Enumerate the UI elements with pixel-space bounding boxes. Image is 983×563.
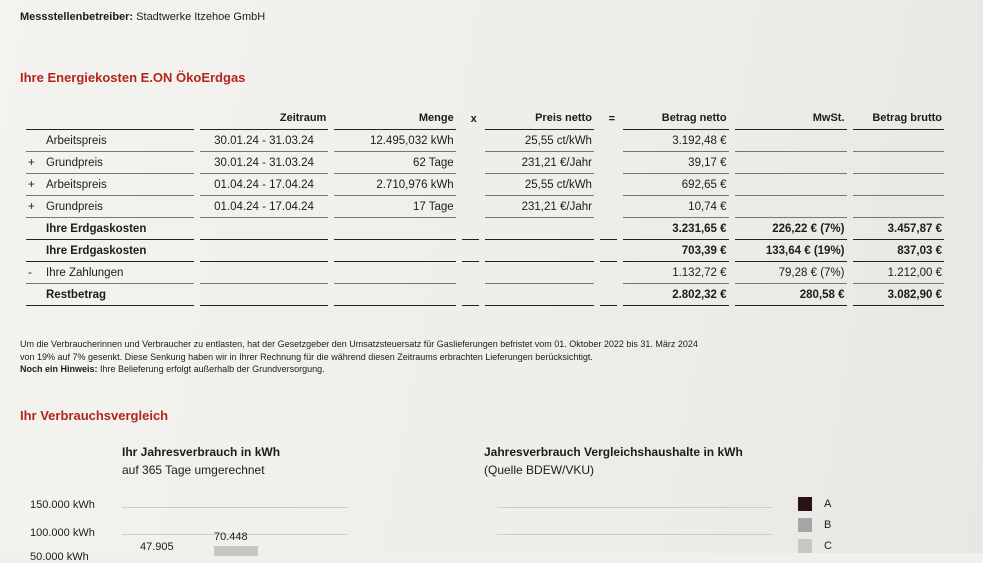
legend-swatch-a — [798, 497, 812, 511]
col-equals: = — [608, 112, 616, 125]
row-brutto — [853, 196, 945, 218]
row-menge: 62 Tage — [334, 152, 455, 174]
sum-row-19pct — [26, 240, 944, 262]
table-row — [26, 196, 944, 218]
tax-note-line-1: Um die Verbraucherinnen und Verbraucher zu entlasten, hat der Gesetzgeber den Umsatzsteuersatz für Gaslieferungen befristet vom 01. Oktober 2022 bis 31. März 2024 — [20, 339, 698, 349]
row-label: + Grundpreis — [26, 152, 194, 174]
table-row — [26, 152, 944, 174]
rest-label: Restbetrag — [26, 284, 194, 306]
row-label: + Grundpreis — [26, 196, 194, 218]
tax-note — [20, 338, 950, 376]
sum-brutto: 3.457,87 € — [853, 218, 945, 240]
consumption-heading: Ihr Verbrauchsvergleich — [20, 408, 169, 423]
gridline — [497, 507, 772, 508]
col-label — [26, 110, 194, 130]
col-betrag-netto: Betrag netto — [623, 110, 729, 130]
payments-label: - Ihre Zahlungen — [26, 262, 194, 284]
legend-swatch-b — [798, 518, 812, 532]
row-preis: 25,55 ct/kWh — [485, 130, 594, 152]
rest-brutto: 3.082,90 € — [853, 284, 945, 306]
sum-label: Ihre Erdgaskosten — [26, 240, 194, 262]
bar-value-current: 70.448 — [214, 531, 248, 543]
col-zeitraum: Zeitraum — [200, 110, 329, 130]
row-zeitraum: 30.01.24 - 31.03.24 — [200, 152, 329, 174]
row-preis: 231,21 €/Jahr — [485, 196, 594, 218]
row-label: + Arbeitspreis — [26, 174, 194, 196]
row-menge: 12.495,032 kWh — [334, 130, 455, 152]
row-mwst — [735, 196, 847, 218]
rest-mwst: 280,58 € — [735, 284, 847, 306]
bar-value-previous: 47.905 — [140, 541, 174, 553]
tax-note-line-2: von 19% auf 7% gesenkt. Diese Senkung haben wir in Ihrer Rechnung für die während diesen Zeitraums erbrachten Lieferungen berücksichtigt. — [20, 351, 593, 362]
col-betrag-brutto: Betrag brutto — [853, 110, 945, 130]
sum-brutto: 837,03 € — [853, 240, 945, 262]
sum-row-7pct — [26, 218, 944, 240]
row-brutto — [853, 174, 945, 196]
payments-mwst: 79,28 € (7%) — [735, 262, 847, 284]
row-zeitraum: 01.04.24 - 17.04.24 — [200, 196, 329, 218]
rest-netto: 2.802,32 € — [623, 284, 729, 306]
own-consumption-title: Ihr Jahresverbrauch in kWh auf 365 Tage umgerechnet — [122, 445, 281, 477]
sum-netto: 3.231,65 € — [623, 218, 729, 240]
col-menge: Menge — [334, 110, 455, 130]
sum-mwst: 226,22 € (7%) — [735, 218, 847, 240]
legend-label-c: C — [824, 540, 832, 552]
supply-hint: Noch ein Hinweis: Ihre Belieferung erfolgt außerhalb der Grundversorgung. — [20, 364, 325, 374]
meter-operator-line — [20, 11, 265, 23]
table-header-row — [26, 110, 944, 130]
row-netto: 692,65 € — [623, 174, 729, 196]
row-brutto — [853, 130, 945, 152]
sum-mwst: 133,64 € (19%) — [735, 240, 847, 262]
legend-swatch-c — [798, 539, 812, 553]
comparison-title: Jahresverbrauch Vergleichshaushalte in kWh (Quelle BDEW/VKU) — [484, 445, 743, 477]
row-mwst — [735, 130, 847, 152]
legend-label-b: B — [824, 519, 832, 531]
payments-row — [26, 262, 944, 284]
col-times: x — [470, 112, 477, 125]
table-row — [26, 174, 944, 196]
legend-label-a: A — [824, 498, 832, 510]
gridline — [122, 507, 347, 508]
y-axis-label-50k: 50.000 kWh — [30, 551, 89, 563]
row-label: Arbeitspreis — [26, 130, 194, 152]
meter-operator-label: Messstellenbetreiber: — [20, 11, 134, 23]
row-zeitraum: 30.01.24 - 31.03.24 — [200, 130, 329, 152]
sum-netto: 703,39 € — [623, 240, 729, 262]
gridline — [497, 534, 772, 535]
row-netto: 3.192,48 € — [623, 130, 729, 152]
row-netto: 39,17 € — [623, 152, 729, 174]
bar-current — [214, 546, 258, 556]
col-preis: Preis netto — [485, 110, 594, 130]
row-preis: 231,21 €/Jahr — [485, 152, 594, 174]
payments-netto: 1.132,72 € — [623, 262, 729, 284]
table-row — [26, 130, 944, 152]
row-mwst — [735, 174, 847, 196]
row-netto: 10,74 € — [623, 196, 729, 218]
row-menge: 2.710,976 kWh — [334, 174, 455, 196]
row-zeitraum: 01.04.24 - 17.04.24 — [200, 174, 329, 196]
row-brutto — [853, 152, 945, 174]
payments-brutto: 1.212,00 € — [853, 262, 945, 284]
energy-costs-table — [20, 110, 950, 306]
col-mwst: MwSt. — [735, 110, 847, 130]
y-axis-label-150k: 150.000 kWh — [30, 499, 95, 511]
row-menge: 17 Tage — [334, 196, 455, 218]
meter-operator-value: Stadtwerke Itzehoe GmbH — [136, 11, 266, 23]
row-mwst — [735, 152, 847, 174]
energy-costs-heading: Ihre Energiekosten E.ON ÖkoErdgas — [20, 70, 246, 85]
sum-label: Ihre Erdgaskosten — [26, 218, 194, 240]
rest-row — [26, 284, 944, 306]
row-preis: 25,55 ct/kWh — [485, 174, 594, 196]
y-axis-label-100k: 100.000 kWh — [30, 527, 95, 539]
